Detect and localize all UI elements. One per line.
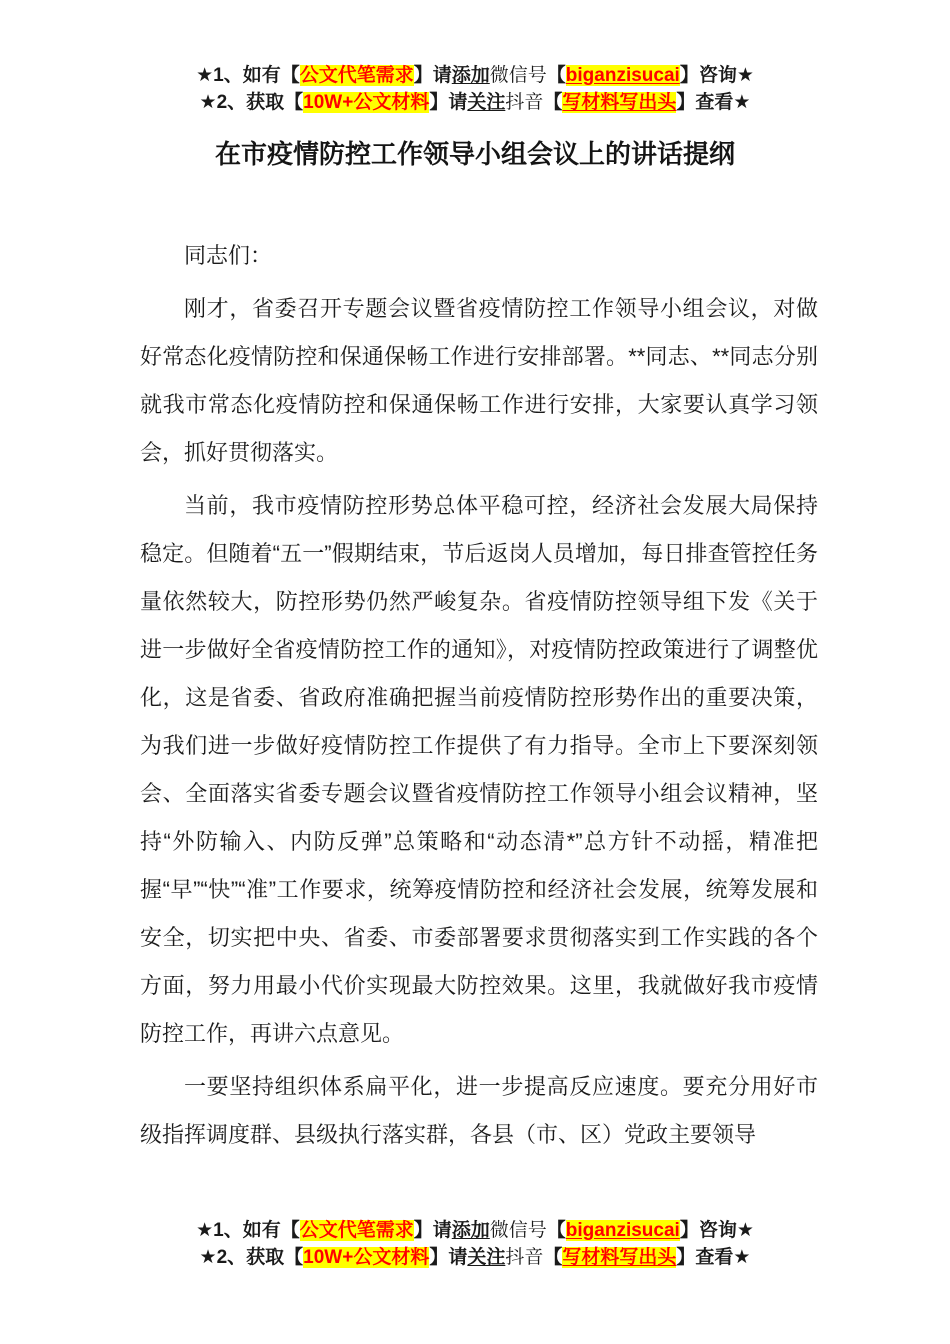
banner-platform-douyin: 抖音 xyxy=(505,1247,544,1268)
banner-bracket-please: 】请 xyxy=(429,1247,468,1268)
paragraph: 一要坚持组织体系扁平化，进一步提高反应速度。要充分用好市级指挥调度群、县级执行落实群，各县（市、区）党政主要领导 xyxy=(140,1074,818,1147)
banner-platform-wechat: 微信号 xyxy=(489,1220,547,1241)
banner-highlight-account: biganzisucai xyxy=(565,65,680,86)
banner-suffix: 】查看★ xyxy=(676,1247,751,1268)
banner-action-add: 添加 xyxy=(451,1220,490,1241)
banner-platform-wechat: 微信号 xyxy=(489,65,547,86)
banner-platform-douyin: 抖音 xyxy=(505,92,544,113)
banner-suffix: 】查看★ xyxy=(676,92,751,113)
banner-prefix: ★2、获取【 xyxy=(199,92,304,113)
promo-line-1 xyxy=(0,1217,950,1244)
banner-highlight-account: biganzisucai xyxy=(565,1220,680,1241)
banner-suffix: 】咨询★ xyxy=(679,1220,754,1241)
banner-highlight-materials: 10W+公文材料 xyxy=(303,1247,430,1268)
banner-open-bracket: 【 xyxy=(543,92,563,113)
banner-open-bracket: 【 xyxy=(546,65,566,86)
banner-action-follow: 关注 xyxy=(467,1247,506,1268)
banner-highlight-need: 公文代笔需求 xyxy=(299,65,414,86)
paragraph: 当前，我市疫情防控形势总体平稳可控，经济社会发展大局保持稳定。但随着“五一”假期结束，节后返岗人员增加，每日排查管控任务量依然较大，防控形势仍然严峻复杂。省疫情防控领导组下发《关于进一步做好全省疫情防控工作的通知》，对疫情防控政策进行了调整优化，这是省委、省政府准确把握当前疫情防控形势作出的重要决策，为我们进一步做好疫情防控工作提供了有力指导。全市上下要深刻领会、全面落实省委专题会议暨省疫情防控工作领导小组会议精神，坚持“外防输入、内防反弹”总策略和“动态清*”总方针不动摇，精准把握“早”“快”“准”工作要求，统筹疫情防控和经济社会发展，统筹发展和安全，切实把中央、省委、市委部署要求贯彻落实到工作实践的各个方面，努力用最小代价实现最大防控效果。这里，我就做好我市疫情防控工作，再讲六点意见。 xyxy=(140,493,818,1046)
banner-highlight-account: 写材料写出头 xyxy=(562,92,677,113)
banner-suffix: 】咨询★ xyxy=(679,65,754,86)
banner-bracket-please: 】请 xyxy=(413,1220,452,1241)
banner-highlight-need: 公文代笔需求 xyxy=(299,1220,414,1241)
banner-bracket-please: 】请 xyxy=(413,65,452,86)
banner-prefix: ★1、如有【 xyxy=(196,65,300,86)
paragraph: 刚才，省委召开专题会议暨省疫情防控工作领导小组会议，对做好常态化疫情防控和保通保畅工作进行安排部署。**同志、**同志分别就我市常态化疫情防控和保通保畅工作进行安排，大家要认真学习领会，抓好贯彻落实。 xyxy=(140,296,818,465)
promo-line-1 xyxy=(0,62,950,89)
document-body xyxy=(140,232,818,1164)
banner-action-follow: 关注 xyxy=(467,92,506,113)
promo-banner-bottom xyxy=(0,1217,950,1271)
promo-banner-top xyxy=(0,62,950,116)
promo-line-2 xyxy=(0,1244,950,1271)
banner-bracket-please: 】请 xyxy=(429,92,468,113)
banner-open-bracket: 【 xyxy=(543,1247,563,1268)
banner-highlight-materials: 10W+公文材料 xyxy=(303,92,430,113)
document-title: 在市疫情防控工作领导小组会议上的讲话提纲 xyxy=(214,139,735,169)
banner-prefix: ★1、如有【 xyxy=(196,1220,300,1241)
banner-highlight-account: 写材料写出头 xyxy=(562,1247,677,1268)
promo-line-2 xyxy=(0,89,950,116)
banner-open-bracket: 【 xyxy=(546,1220,566,1241)
banner-action-add: 添加 xyxy=(451,65,490,86)
paragraph-salutation: 同志们： xyxy=(184,243,273,268)
banner-prefix: ★2、获取【 xyxy=(199,1247,304,1268)
